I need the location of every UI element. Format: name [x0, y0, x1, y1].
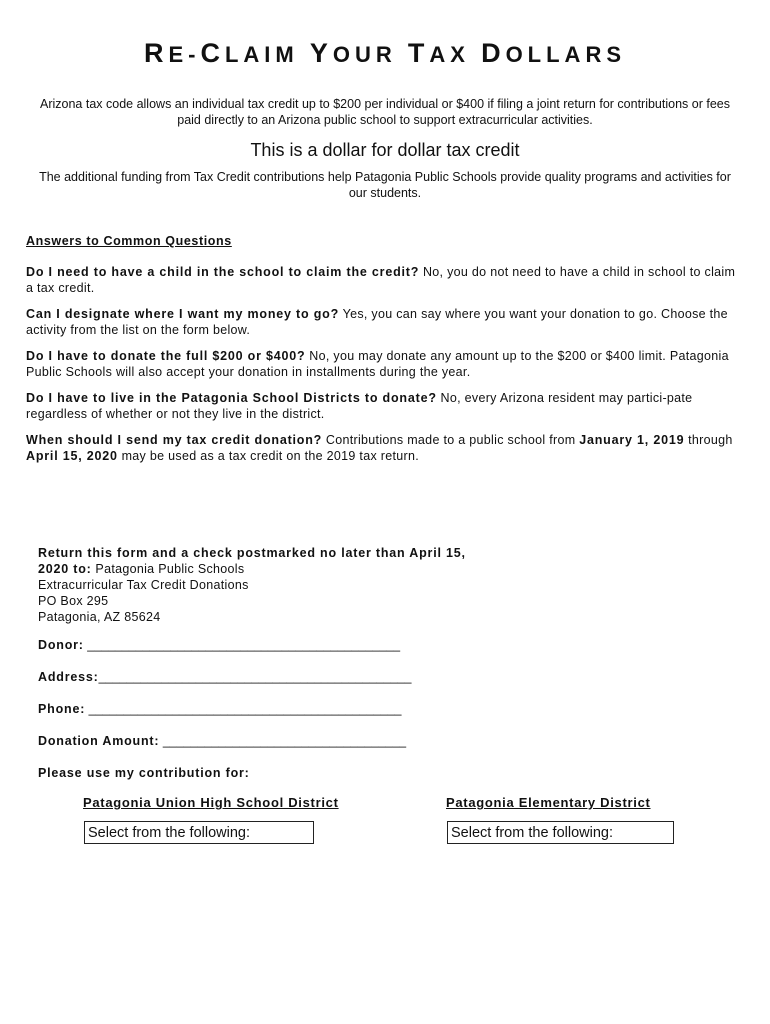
address-line: PO Box 295 — [38, 594, 109, 608]
donation-amount-label: Donation Amount: — [38, 734, 160, 748]
faq-answer: Contributions made to a public school from — [322, 433, 580, 447]
funding-paragraph: The additional funding from Tax Credit contributions help Patagonia Public Schools provide quality programs and activities for our students. — [39, 170, 731, 200]
intro-paragraph: Arizona tax code allows an individual tax credit up to $200 per individual or $400 if filing a joint return for contributions or fees paid directly to an Arizona public school to support extracurricular activities. — [40, 97, 730, 127]
faq-answer: Yes, you can say where you want your donation to go. Choose the activity from the list on the form below. — [26, 307, 728, 337]
faq-heading: Answers to Common Questions — [26, 234, 232, 248]
donation-amount-line[interactable]: ___________________________________ — [159, 734, 407, 748]
faq-item: When should I send my tax credit donation? Contributions made to a public school from January 1, 2019 through April 15, 2020 may be used as a tax credit on the 2019 tax return. — [26, 433, 733, 463]
faq-item — [26, 264, 746, 296]
faq-question: When should I send my tax credit donation? — [26, 433, 323, 447]
faq-answer: No, every Arizona resident may partici-pate regardless of whether or not they live in the district. — [26, 391, 693, 421]
faq-item — [26, 390, 746, 422]
address-line: Extracurricular Tax Credit Donations — [38, 578, 249, 592]
donation-form — [38, 545, 738, 781]
elementary-district-label: Patagonia Elementary District — [446, 795, 651, 810]
donor-field[interactable] — [38, 637, 738, 653]
faq-question: Do I have to live in the Patagonia School Districts to donate? — [26, 391, 437, 405]
faq-question: Do I have to donate the full $200 or $400? — [26, 349, 306, 363]
faq-answer: No, you may donate any amount up to the $200 or $400 limit. Patagonia Public Schools will also accept your donation in installments during the year. — [26, 349, 729, 379]
phone-label: Phone: — [38, 702, 86, 716]
address-label: Address: — [38, 670, 99, 684]
return-instructions: Return this form and a check postmarked no later than April 15, 2020 to: — [38, 546, 466, 576]
faq-section — [26, 233, 746, 474]
date-end: April 15, 2020 — [26, 449, 118, 463]
contribution-use-label: Please use my contribution for: — [38, 766, 250, 780]
high-school-district-label: Patagonia Union High School District — [83, 795, 339, 810]
page-title: RE-CLAIM YOUR TAX DOLLARS — [143, 38, 627, 68]
phone-line[interactable]: _____________________________________________ — [85, 702, 402, 716]
faq-answer: No, you do not need to have a child in school to claim a tax credit. — [26, 265, 736, 295]
donor-line[interactable]: _____________________________________________ — [83, 638, 401, 652]
donor-label: Donor: — [38, 638, 84, 652]
school-name: Patagonia Public Schools — [91, 562, 245, 576]
faq-question: Do I need to have a child in the school to claim the credit? — [26, 265, 420, 279]
date-start: January 1, 2019 — [579, 433, 685, 447]
high-school-activity-select[interactable]: Select from the following: — [84, 821, 314, 844]
faq-question: Can I designate where I want my money to go? — [26, 307, 340, 321]
return-address-block — [38, 545, 738, 625]
donation-amount-field[interactable] — [38, 733, 738, 749]
address-field[interactable] — [38, 669, 738, 685]
address-line: Patagonia, AZ 85624 — [38, 610, 161, 624]
elementary-activity-select[interactable]: Select from the following: — [447, 821, 674, 844]
faq-item — [26, 306, 746, 338]
phone-field[interactable] — [38, 701, 738, 717]
faq-item — [26, 348, 746, 380]
headline: This is a dollar for dollar tax credit — [250, 140, 520, 160]
address-line-input[interactable]: _____________________________________________ — [98, 670, 412, 684]
